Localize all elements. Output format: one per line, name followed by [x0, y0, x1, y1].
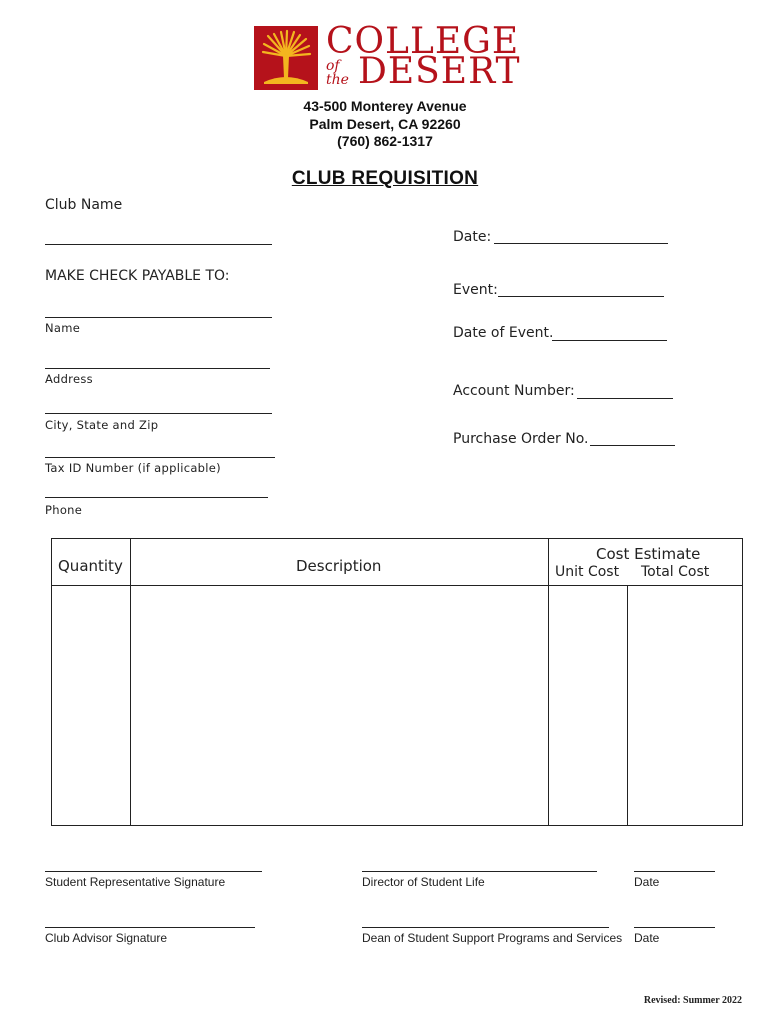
address-field[interactable] [45, 368, 270, 369]
tax-id-label: Tax ID Number (if applicable) [45, 461, 221, 475]
purchase-order-label: Purchase Order No. [453, 431, 589, 447]
name-label: Name [45, 321, 81, 335]
logo-text-of: of [326, 58, 340, 74]
college-logo-emblem [254, 26, 318, 90]
club-name-field[interactable] [45, 244, 272, 245]
event-field[interactable] [498, 296, 664, 297]
city-state-zip-label: City, State and Zip [45, 418, 159, 432]
account-number-label: Account Number: [453, 383, 575, 399]
payable-label: MAKE CHECK PAYABLE TO: [45, 268, 230, 284]
quantity-cell[interactable] [52, 586, 129, 824]
dean-signature-label: Dean of Student Support Programs and Services [362, 931, 623, 945]
date-label: Date: [453, 229, 492, 245]
student-rep-signature-label: Student Representative Signature [45, 875, 226, 889]
event-label: Event: [453, 282, 498, 298]
phone-label: Phone [45, 503, 83, 517]
unit-cost-header: Unit Cost [555, 564, 620, 580]
logo-text-desert: DESERT [358, 51, 521, 92]
logo-text-college: COLLEGE [326, 21, 520, 62]
revised-note: Revised: Summer 2022 [643, 995, 742, 1006]
director-signature-line[interactable] [362, 871, 597, 872]
palm-tree-icon [254, 26, 318, 90]
tax-id-field[interactable] [45, 457, 275, 458]
date-label-2: Date [634, 931, 660, 945]
club-name-label: Club Name [45, 197, 123, 213]
date-line-1[interactable] [634, 871, 715, 872]
page-title: CLUB REQUISITION [291, 168, 479, 189]
description-cell[interactable] [131, 586, 547, 824]
address-phone: (760) 862-1317 [337, 133, 433, 149]
date-label-1: Date [634, 875, 660, 889]
logo-text-the: the [326, 72, 349, 88]
advisor-signature-label: Club Advisor Signature [45, 931, 168, 945]
date-line-2[interactable] [634, 927, 715, 928]
date-of-event-field[interactable] [552, 340, 667, 341]
dean-signature-line[interactable] [362, 927, 609, 928]
student-rep-signature-line[interactable] [45, 871, 262, 872]
address-city: Palm Desert, CA 92260 [309, 116, 461, 132]
date-of-event-label: Date of Event. [453, 325, 554, 341]
director-signature-label: Director of Student Life [362, 875, 485, 889]
logo-text-of-the [326, 59, 349, 87]
address-label: Address [45, 372, 93, 386]
address-street: 43-500 Monterey Avenue [303, 98, 467, 114]
items-table [51, 538, 743, 826]
date-field[interactable] [494, 243, 668, 244]
account-number-field[interactable] [577, 398, 673, 399]
unit-cost-cell[interactable] [549, 586, 626, 824]
total-cost-cell[interactable] [628, 586, 741, 824]
city-state-zip-field[interactable] [45, 413, 272, 414]
description-header: Description [296, 557, 382, 575]
cost-estimate-header: Cost Estimate [596, 545, 701, 563]
phone-field[interactable] [45, 497, 268, 498]
total-cost-header: Total Cost [641, 564, 710, 580]
purchase-order-field[interactable] [590, 445, 675, 446]
name-field[interactable] [45, 317, 272, 318]
quantity-header: Quantity [58, 557, 123, 575]
advisor-signature-line[interactable] [45, 927, 255, 928]
